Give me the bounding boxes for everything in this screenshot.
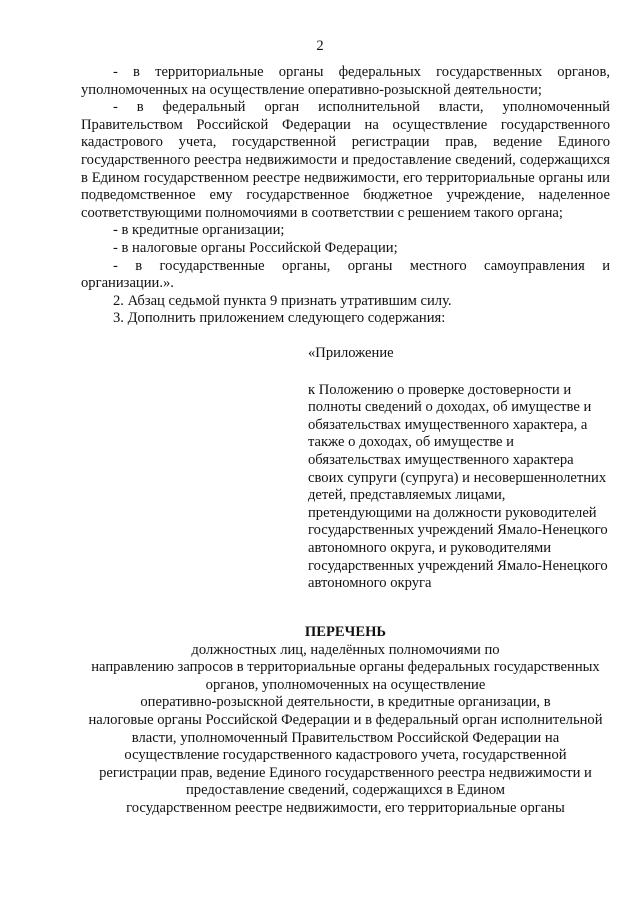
perechen-line: налоговые органы Российской Федерации и в федеральный орган исполнительной — [88, 711, 603, 728]
perechen-title: ПЕРЕЧЕНЬ — [304, 624, 387, 640]
perechen-line: регистрации прав, ведение Единого государственного реестра недвижимости и — [99, 764, 592, 781]
perechen-line: органов, уполномоченных на осуществление — [205, 676, 486, 693]
amendment-item-3: 3. Дополнить приложением следующего содержания: — [113, 310, 446, 327]
appendix-header — [308, 345, 610, 593]
perechen-line: оперативно-розыскной деятельности, в кредитные организации, в — [140, 694, 551, 711]
appendix-basis: к Положению о проверке достоверности и полноты сведений о доходах, об имуществе и обязательствах имущественного характера, а также о доходах, об имуществе и обязательствах имущественного характера своих супруги (супруга) и несовершеннолетних детей, представляемых лицами, претендующими на должности руководителей государственных учреждений Ямало-Ненецкого автономного округа, и руководителями государственных учреждений Ямало-Ненецкого автономного округа — [308, 381, 608, 592]
perechen-line: государственном реестре недвижимости, его территориальные органы — [126, 799, 565, 816]
list-item-rosreestr: - в федеральный орган исполнительной власти, уполномоченный Правительством Российской Федерации на осуществление государственного кадастрового учета, государственной регистрации прав, ведение Единого государственного реестра недвижимости и предоставление сведений, содержащихся в Едином государственном реестре недвижимости, его территориальные органы или подведомственное ему государственное бюджетное учреждение, наделенное соответствующими полномочиями в соответствии с решением такого органа; — [81, 99, 610, 221]
document-body — [81, 64, 610, 328]
appendix-heading: «Приложение — [308, 345, 394, 361]
perechen-line: должностных лиц, наделённых полномочиями по — [191, 641, 500, 658]
list-item-fsb-organs: - в территориальные органы федеральных государственных органов, уполномоченных на осуществление оперативно-розыскной деятельности; — [81, 64, 610, 98]
perechen-line: направлению запросов в территориальные органы федеральных государственных — [91, 659, 600, 676]
perechen-line: осуществление государственного кадастрового учета, государственной — [124, 747, 567, 764]
list-item-tax-organs: - в налоговые органы Российской Федерации; — [113, 239, 398, 256]
page-number: 2 — [316, 38, 324, 54]
perechen-line: предоставление сведений, содержащихся в Едином — [185, 782, 506, 799]
list-item-state-organs: - в государственные органы, органы местного самоуправления и организации.». — [81, 257, 610, 292]
amendment-item-2: 2. Абзац седьмой пункта 9 признать утратившим силу. — [113, 292, 452, 309]
list-item-credit-orgs: - в кредитные организации; — [113, 222, 285, 239]
perechen-line: власти, уполномоченный Правительством Российской Федерации на — [131, 729, 560, 746]
perechen-section — [81, 624, 610, 818]
